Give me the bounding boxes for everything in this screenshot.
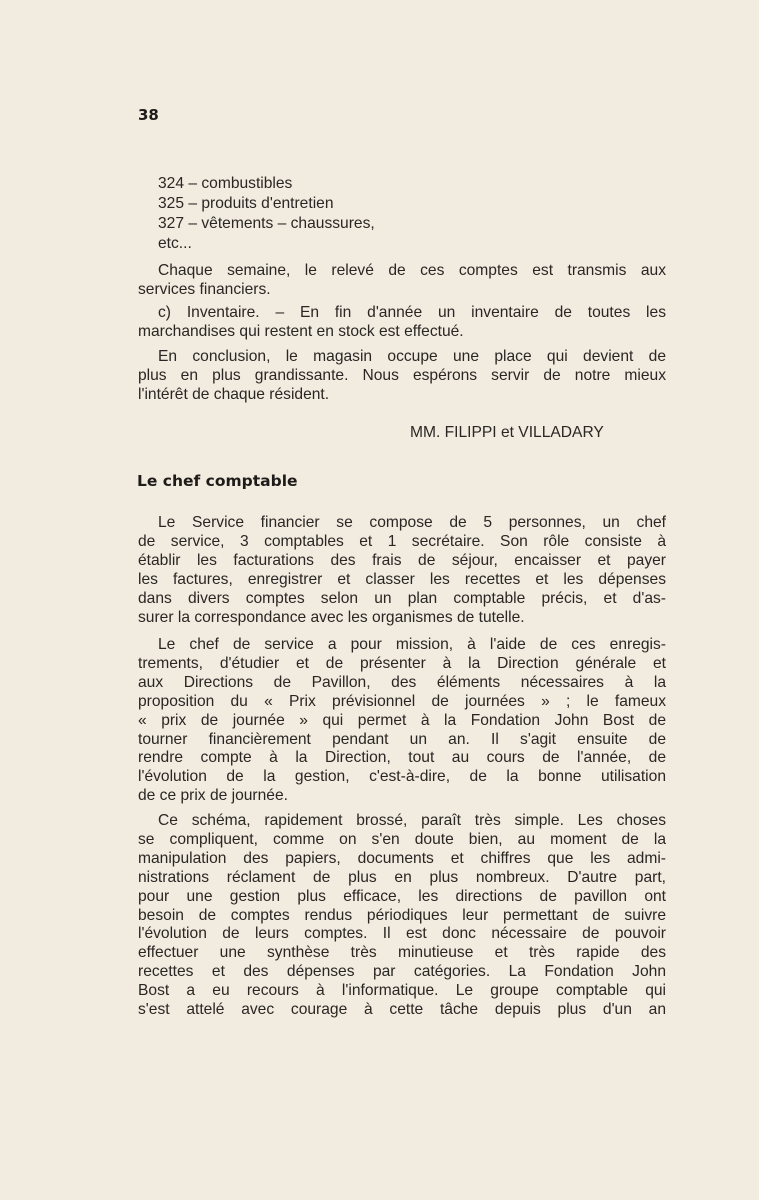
text-line: aux Directions de Pavillon, des éléments nécessaires à la: [138, 673, 666, 691]
text-line: besoin de comptes rendus périodiques leur permettant de suivre: [138, 906, 666, 924]
list-item: etc...: [158, 235, 192, 252]
text-line: se compliquent, comme on s'en doute bien, au moment de la: [138, 830, 666, 848]
account-list: [158, 174, 375, 254]
text-line: pour une gestion plus efficace, les directions de pavillon ont: [138, 887, 666, 905]
text-line: Ce schéma, rapidement brossé, paraît très simple. Les choses: [158, 812, 666, 829]
text-line: tourner financièrement pendant un an. Il s'agit ensuite de: [138, 730, 666, 748]
text-line: surer la correspondance avec les organismes de tutelle.: [138, 608, 525, 626]
text-line: l'évolution de la gestion, c'est-à-dire, de la bonne utilisation: [138, 768, 666, 786]
text-line: manipulation des papiers, documents et chiffres que les admi-: [138, 849, 666, 867]
text-line: l'évolution de leurs comptes. Il est donc nécessaire de pouvoir: [138, 925, 666, 943]
list-item: 327 – vêtements – chaussures,: [158, 215, 375, 232]
page-number: 38: [138, 106, 159, 124]
text-line: « prix de journée » qui permet à la Fondation John Bost de: [138, 711, 666, 729]
paragraph-scheme: [138, 812, 666, 1020]
text-line: établir les facturations des frais de séjour, encaisser et payer: [138, 551, 666, 569]
text-line: plus en plus grandissante. Nous espérons servir de notre mieux: [138, 366, 666, 384]
text-line: trements, d'étudier et de présenter à la Direction générale et: [138, 654, 666, 672]
paragraph-inventory: [138, 304, 666, 342]
paragraph-service-composition: [138, 514, 666, 627]
paragraph-chief-mission: [138, 636, 666, 806]
text-line: En conclusion, le magasin occupe une place qui devient de: [158, 348, 666, 365]
text-line: de ce prix de journée.: [138, 787, 288, 805]
text-line: c) Inventaire. – En fin d'année un inventaire de toutes les: [158, 304, 666, 321]
text-line: effectuer une synthèse très minutieuse et très rapide des: [138, 944, 666, 962]
text-line: recettes et des dépenses par catégories. La Fondation John: [138, 963, 666, 981]
section-heading: Le chef comptable: [137, 472, 298, 490]
text-line: proposition du « Prix prévisionnel de journées » ; le fameux: [138, 692, 666, 710]
text-line: les factures, enregistrer et classer les recettes et les dépenses: [138, 570, 666, 588]
text-line: rendre compte à la Direction, tout au cours de l'année, de: [138, 749, 666, 767]
text-line: Chaque semaine, le relevé de ces comptes est transmis aux: [158, 262, 666, 279]
text-line: services financiers.: [138, 280, 271, 298]
list-item: 324 – combustibles: [158, 175, 293, 192]
text-line: dans divers comptes selon un plan comptable précis, et d'as-: [138, 589, 666, 607]
list-item: 325 – produits d'entretien: [158, 195, 334, 212]
text-line: Le Service financier se compose de 5 personnes, un chef: [158, 514, 666, 531]
signature: MM. FILIPPI et VILLADARY: [410, 424, 604, 441]
text-line: l'intérêt de chaque résident.: [138, 385, 330, 403]
text-line: marchandises qui restent en stock est effectué.: [138, 322, 464, 340]
paragraph-weekly-statement: [138, 262, 666, 300]
text-line: s'est attelé avec courage à cette tâche depuis plus d'un an: [138, 1001, 666, 1019]
text-line: Bost a eu recours à l'informatique. Le groupe comptable qui: [138, 982, 666, 1000]
paragraph-conclusion: [138, 348, 666, 405]
text-line: de service, 3 comptables et 1 secrétaire. Son rôle consiste à: [138, 532, 666, 550]
text-line: nistrations réclament de plus en plus nombreux. D'autre part,: [138, 868, 666, 886]
text-line: Le chef de service a pour mission, à l'aide de ces enregis-: [158, 636, 666, 653]
